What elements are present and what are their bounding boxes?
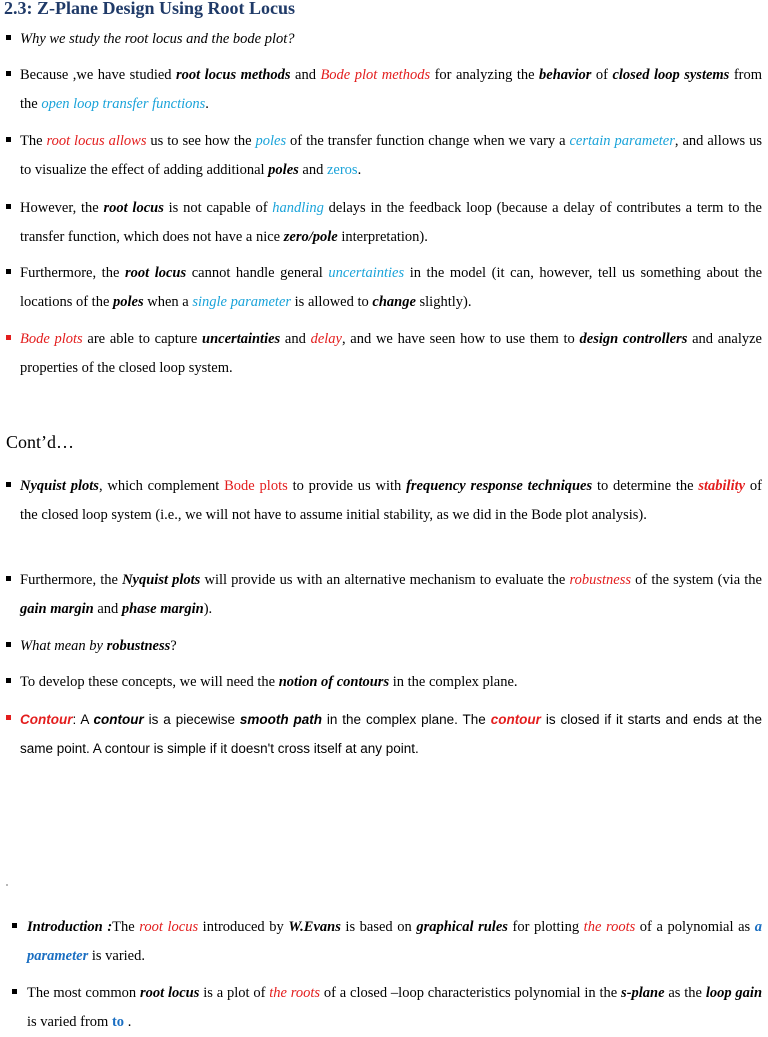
bullet-icon bbox=[6, 576, 11, 581]
text-segment: Nyquist plots bbox=[122, 572, 201, 588]
text-segment: root locus bbox=[124, 265, 187, 281]
text-segment: to provide us with bbox=[287, 478, 407, 494]
text-segment: a parameter bbox=[27, 919, 762, 964]
bullet-icon bbox=[12, 923, 17, 928]
list-item-most-common-root-locus bbox=[0, 979, 762, 1037]
text-segment: The bbox=[20, 133, 47, 149]
text-segment: The most common bbox=[27, 985, 140, 1001]
text-segment: W.Evans bbox=[288, 919, 341, 935]
page-title: 2.3: Z-Plane Design Using Root Locus bbox=[4, 0, 296, 18]
text-segment: us to see how the bbox=[146, 133, 256, 149]
text-segment: slightly). bbox=[415, 294, 472, 310]
bullet-icon bbox=[6, 678, 11, 683]
paragraph-text bbox=[20, 61, 762, 119]
text-segment: is a piecewise bbox=[143, 712, 240, 727]
text-segment: Why we study the root locus and the bode plot? bbox=[20, 31, 295, 47]
paragraph-text bbox=[27, 913, 762, 971]
text-segment: interpretation). bbox=[337, 229, 428, 245]
text-segment: the roots bbox=[269, 985, 321, 1001]
text-segment: as the bbox=[664, 985, 706, 1001]
list-item-contour-definition bbox=[0, 705, 762, 763]
text-segment: and bbox=[298, 162, 327, 178]
text-segment: of a polynomial as bbox=[635, 919, 755, 935]
text-segment: of the transfer function change when we vary a bbox=[286, 133, 570, 149]
bullet-icon bbox=[6, 335, 11, 340]
text-segment: root locus allows bbox=[46, 133, 147, 149]
bullet-icon bbox=[6, 642, 11, 647]
text-segment: for plotting bbox=[507, 919, 584, 935]
text-segment: . bbox=[357, 162, 362, 178]
text-segment: . bbox=[205, 96, 209, 112]
text-segment: uncertainties bbox=[202, 331, 281, 347]
text-segment: loop gain bbox=[705, 985, 763, 1001]
bullet-icon bbox=[12, 989, 17, 994]
text-segment: . bbox=[124, 1014, 132, 1030]
text-segment: root locus bbox=[139, 919, 199, 935]
bullet-icon bbox=[6, 71, 11, 76]
text-segment: smooth path bbox=[239, 712, 323, 727]
text-segment: is varied from bbox=[27, 1014, 112, 1030]
list-item-furthermore-root-locus bbox=[0, 259, 762, 317]
text-segment: is varied. bbox=[88, 948, 145, 964]
text-segment: closed loop systems bbox=[612, 67, 730, 83]
paragraph-text bbox=[20, 325, 762, 383]
paragraph-text bbox=[20, 566, 762, 624]
text-segment: contour bbox=[490, 712, 541, 727]
text-segment: delay bbox=[310, 331, 342, 347]
text-segment: Because ,we have studied bbox=[20, 67, 177, 83]
text-segment: single parameter bbox=[192, 294, 292, 310]
text-segment: The bbox=[112, 919, 140, 935]
list-item-why-study bbox=[0, 25, 762, 54]
list-item-bode-plots bbox=[0, 325, 762, 383]
text-segment: the roots bbox=[583, 919, 636, 935]
text-segment: , and we have seen how to use them to bbox=[341, 331, 580, 347]
text-segment: Furthermore, the bbox=[20, 265, 125, 281]
text-segment: of bbox=[591, 67, 613, 83]
section-heading-contd: Cont’d… bbox=[6, 432, 75, 452]
text-segment: Contour bbox=[20, 712, 73, 727]
text-segment: will provide us with an alternative mechanism to evaluate the bbox=[200, 572, 570, 588]
text-segment: of the closed loop system (i.e., we will not have to assume initial stability, as we did in the Bode plot analysis). bbox=[20, 478, 762, 523]
list-item-robustness-question bbox=[0, 632, 762, 661]
text-segment: Furthermore, the bbox=[20, 572, 123, 588]
text-segment: poles bbox=[255, 133, 287, 149]
text-segment: open loop transfer functions bbox=[41, 96, 206, 112]
list-item-root-locus-allows bbox=[0, 127, 762, 185]
text-segment: of a closed –loop characteristics polynomial in the bbox=[320, 985, 622, 1001]
bullet-icon bbox=[6, 35, 11, 40]
list-item-nyquist-plots bbox=[0, 472, 762, 530]
text-segment: behavior bbox=[539, 67, 592, 83]
text-segment: of the system (via the bbox=[631, 572, 762, 588]
bullet-icon bbox=[6, 482, 11, 487]
text-segment: robustness bbox=[569, 572, 631, 588]
stray-dot bbox=[6, 884, 8, 886]
list-item-however bbox=[0, 194, 762, 252]
text-segment: graphical rules bbox=[416, 919, 508, 935]
list-item-furthermore-nyquist bbox=[0, 566, 762, 624]
text-segment: in the model (it can, however, tell us something about the locations of the bbox=[20, 265, 763, 310]
text-segment: handling bbox=[272, 200, 324, 216]
list-item-introduction bbox=[0, 913, 762, 971]
text-segment: , which complement bbox=[98, 478, 225, 494]
text-segment: poles bbox=[268, 162, 299, 178]
text-segment: to bbox=[111, 1014, 125, 1030]
text-segment: Introduction : bbox=[27, 919, 113, 935]
text-segment: phase margin bbox=[121, 601, 204, 617]
text-segment: Bode plots bbox=[20, 331, 83, 347]
text-segment: is not capable of bbox=[163, 200, 273, 216]
text-segment: and bbox=[93, 601, 122, 617]
text-segment: contour bbox=[93, 712, 144, 727]
text-segment: is closed if it starts and ends at the same point. A contour is simple if it doesn't cross itself at any point. bbox=[20, 712, 763, 756]
text-segment: to determine the bbox=[592, 478, 699, 494]
text-segment: What mean by bbox=[20, 638, 107, 654]
list-item-because bbox=[0, 61, 762, 119]
text-segment: s-plane bbox=[621, 985, 665, 1001]
bullet-icon bbox=[6, 715, 11, 720]
text-segment: , and allows us to visualize the effect of adding additional bbox=[20, 133, 763, 178]
paragraph-text bbox=[20, 127, 762, 185]
text-segment: Bode plot methods bbox=[320, 67, 431, 83]
text-segment: robustness bbox=[106, 638, 171, 654]
paragraph-text bbox=[20, 259, 762, 317]
bullet-icon bbox=[6, 269, 11, 274]
text-segment: delays in the feedback loop (because a delay of contributes a term to the transfer function, which does not have a nice bbox=[20, 200, 762, 245]
text-segment: cannot handle general bbox=[186, 265, 329, 281]
text-segment: introduced by bbox=[198, 919, 289, 935]
text-segment: and bbox=[280, 331, 311, 347]
text-segment: is allowed to bbox=[291, 294, 373, 310]
text-segment: zeros bbox=[326, 162, 358, 178]
text-segment: when a bbox=[143, 294, 193, 310]
text-segment: notion of contours bbox=[278, 674, 390, 690]
list-item-notion-of-contours bbox=[0, 668, 762, 697]
text-segment: ). bbox=[203, 601, 213, 617]
paragraph-text bbox=[20, 472, 762, 530]
text-segment: certain parameter bbox=[569, 133, 675, 149]
text-segment: and bbox=[290, 67, 321, 83]
text-segment: uncertainties bbox=[328, 265, 405, 281]
text-segment: is a plot of bbox=[199, 985, 270, 1001]
text-segment: from the bbox=[20, 67, 763, 112]
paragraph-text bbox=[27, 979, 762, 1037]
text-segment: gain margin bbox=[20, 601, 94, 617]
text-segment: root locus bbox=[139, 985, 200, 1001]
paragraph-text bbox=[20, 25, 762, 54]
text-segment: Nyquist plots bbox=[20, 478, 99, 494]
text-segment: poles bbox=[113, 294, 144, 310]
paragraph-text bbox=[20, 632, 762, 661]
text-segment: in the complex plane. bbox=[389, 674, 518, 690]
text-segment: stability bbox=[698, 478, 746, 494]
text-segment: Bode plots bbox=[224, 478, 288, 494]
text-segment: is based on bbox=[340, 919, 417, 935]
bullet-icon bbox=[6, 204, 11, 209]
text-segment: design controllers bbox=[579, 331, 688, 347]
text-segment: root locus bbox=[103, 200, 164, 216]
paragraph-text bbox=[20, 705, 762, 763]
bullet-icon bbox=[6, 137, 11, 142]
text-segment: zero/pole bbox=[283, 229, 338, 245]
paragraph-text bbox=[20, 194, 762, 252]
text-segment: To develop these concepts, we will need the bbox=[20, 674, 279, 690]
text-segment: are able to capture bbox=[82, 331, 203, 347]
text-segment: and analyze properties of the closed loop system. bbox=[20, 331, 762, 376]
text-segment: ? bbox=[170, 638, 177, 654]
text-segment: for analyzing the bbox=[430, 67, 540, 83]
text-segment: : A bbox=[72, 712, 94, 727]
text-segment: frequency response techniques bbox=[406, 478, 593, 494]
text-segment: in the complex plane. The bbox=[322, 712, 491, 727]
paragraph-text bbox=[20, 668, 762, 697]
text-segment: However, the bbox=[20, 200, 104, 216]
text-segment: change bbox=[372, 294, 416, 310]
text-segment: root locus methods bbox=[176, 67, 291, 83]
